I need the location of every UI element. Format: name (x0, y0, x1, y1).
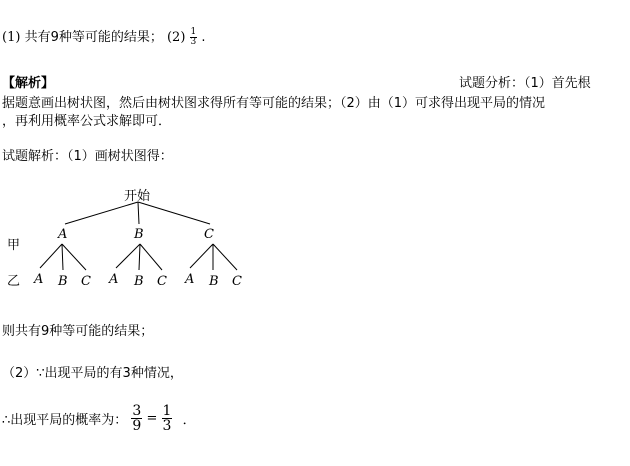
analysis-heading: 【解析】 (2, 76, 55, 91)
probability-end: ． (182, 413, 196, 428)
analysis-hint-line1-tail: （1）首先根 (524, 76, 591, 91)
analysis-hint-title: 试题分析： (459, 76, 525, 91)
answer-part2-label: (2) (166, 30, 186, 45)
answer-end: . (201, 30, 206, 45)
tree-node-level1-a: A (58, 227, 68, 242)
tree-edge-c-c (213, 244, 237, 270)
tree-node-level2: B (209, 274, 219, 289)
tree-node-level1-b: B (134, 227, 144, 242)
tree-row2-label: 乙 (7, 274, 21, 289)
tree-node-level2: B (58, 274, 68, 289)
solution-result: 则共有9种等可能的结果； (2, 324, 154, 339)
solution-part2-text: ∵出现平局的有3种情况， (36, 366, 183, 381)
solution-part2 (2, 362, 183, 381)
probability-fraction-2-denominator: 3 (162, 418, 172, 434)
tree-node-level2: A (109, 272, 119, 287)
tree-edge-a-a (40, 244, 62, 268)
probability-fraction-1-denominator: 9 (132, 418, 142, 434)
probability-fraction-1 (131, 404, 142, 433)
answer-fraction-numerator: 1 (190, 27, 197, 37)
tree-node-level1-c: C (204, 227, 214, 242)
probability-fraction-2 (162, 404, 173, 433)
analysis-hint-line3: ，再利用概率公式求解即可． (2, 114, 172, 129)
tree-node-level2: C (232, 274, 242, 289)
tree-edge-root-a (65, 202, 138, 224)
solution-intro: 试题解析：（1）画树状图得： (2, 149, 173, 164)
tree-node-level2: C (81, 274, 91, 289)
tree-edge-b-c (140, 244, 162, 270)
solution-probability (2, 404, 196, 433)
probability-fraction-2-numerator: 1 (162, 403, 172, 419)
answer-part1-label: (1) (2, 30, 21, 45)
tree-node-level2: B (134, 274, 144, 289)
tree-node-level2: C (157, 274, 167, 289)
answer-fraction-denominator: 3 (190, 37, 197, 47)
probability-fraction-1-numerator: 3 (132, 403, 142, 419)
tree-edge-c-a (190, 244, 213, 268)
tree-edge-root-c (138, 202, 210, 224)
tree-row1-label: 甲 (7, 238, 21, 253)
probability-equals: = (146, 411, 158, 426)
tree-node-level2: A (185, 272, 195, 287)
analysis-hint-line2: 据题意画出树状图，然后由树状图求得所有等可能的结果；（2）由（1）可求得出现平局的情况 (2, 96, 546, 111)
solution-probability-text: ∴出现平局的概率为： (2, 413, 128, 428)
tree-edge-a-b (62, 244, 63, 270)
tree-edge-b-a (116, 244, 140, 268)
answer-part1-text: 共有9种等可能的结果； (24, 30, 163, 45)
tree-edge-root-b (138, 202, 139, 224)
tree-node-level2: A (34, 272, 44, 287)
solution-part2-prefix: （2） (2, 366, 37, 381)
tree-root: 开始 (124, 189, 151, 204)
tree-edge-a-c (62, 244, 86, 270)
tree-edge-b-b (139, 244, 140, 270)
